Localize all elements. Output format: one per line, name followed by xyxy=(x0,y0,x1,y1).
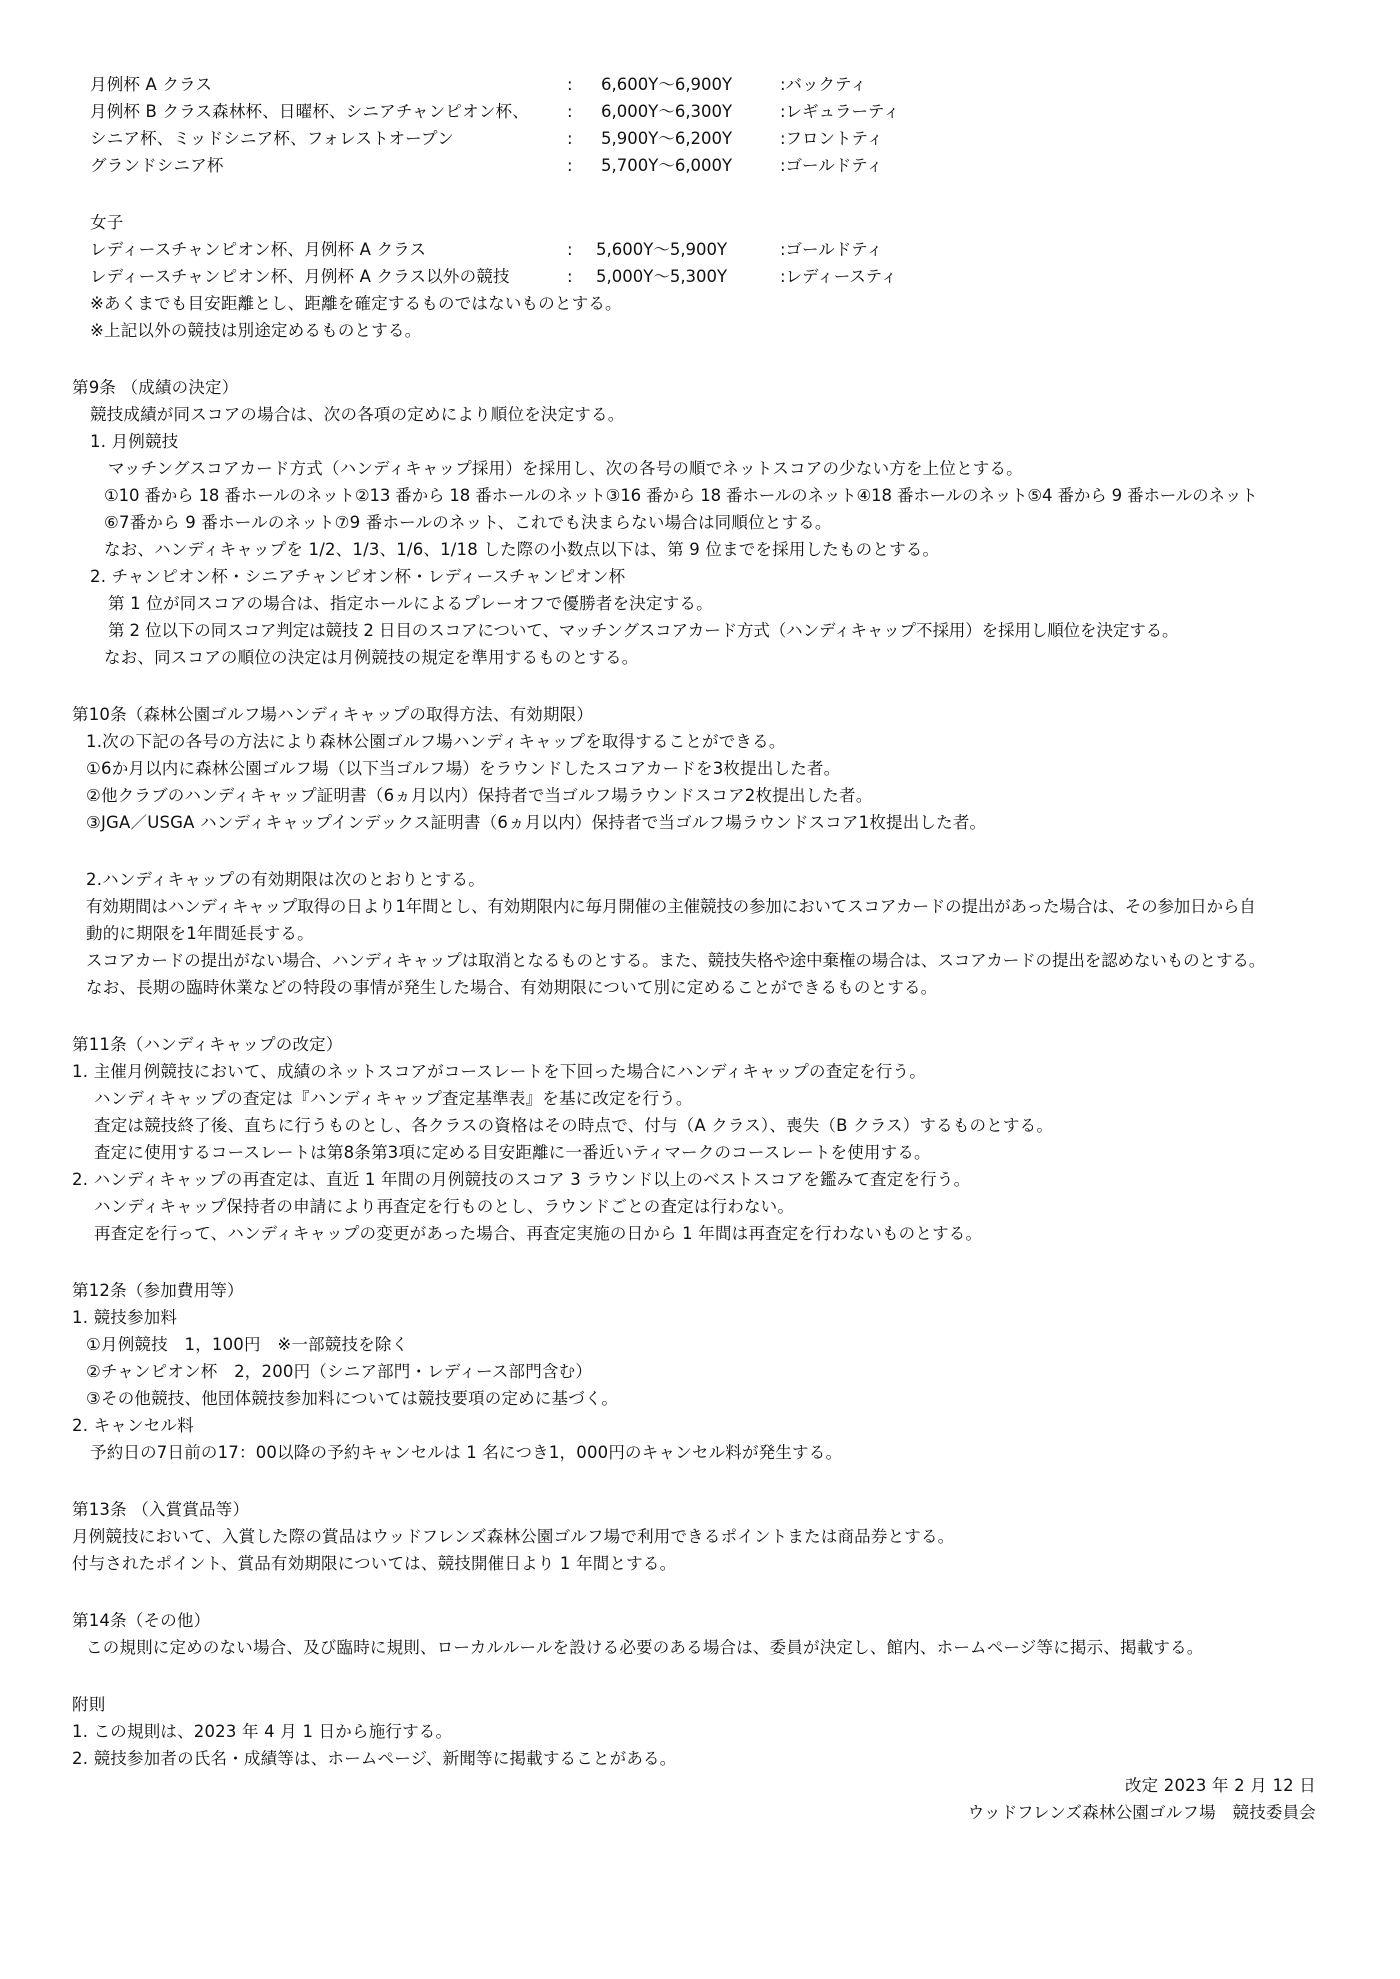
revision-date: 改定 2023 年 2 月 12 日 xyxy=(1124,1776,1316,1795)
tee-row-distance: 5,000Y～5,300Y xyxy=(596,267,728,286)
article-11-line: 1. 主催月例競技において、成績のネットスコアがコースレートを下回った場合にハンディキャップの査定を行う。 xyxy=(72,1062,926,1081)
tee-note: ※上記以外の競技は別途定めるものとする。 xyxy=(90,321,422,340)
article-14-title: 第14条（その他） xyxy=(72,1611,211,1630)
tee-row-tee: :ゴールドティ xyxy=(780,240,883,259)
article-10-line: なお、長期の臨時休業などの特段の事情が発生した場合、有効期限について別に定めることができるものとする。 xyxy=(86,978,938,997)
supplement-line: 1. この規則は、2023 年 4 月 1 日から施行する。 xyxy=(72,1722,453,1741)
article-11-line: 査定に使用するコースレートは第8条第3項に定める目安距離に一番近いティマークのコースレートを使用する。 xyxy=(94,1143,931,1162)
tee-note: ※あくまでも目安距離とし、距離を確定するものではないものとする。 xyxy=(90,294,622,313)
article-9-line: 第 1 位が同スコアの場合は、指定ホールによるプレーオフで優勝者を決定する。 xyxy=(108,594,713,613)
article-12-line: 2. キャンセル料 xyxy=(72,1416,194,1435)
article-10-line: 2.ハンディキャップの有効期限は次のとおりとする。 xyxy=(86,870,485,889)
article-11-line: 2. ハンディキャップの再査定は、直近 1 年間の月例競技のスコア 3 ラウンド以上のベストスコアを鑑みて査定を行う。 xyxy=(72,1170,971,1189)
article-11-title: 第11条（ハンディキャップの改定） xyxy=(72,1035,343,1054)
tee-row-colon: : xyxy=(567,102,573,121)
article-9-line: 1. 月例競技 xyxy=(90,432,179,451)
article-11-line: ハンディキャップ保持者の申請により再査定を行ものとし、ラウンドごとの査定は行わない。 xyxy=(94,1197,795,1216)
tee-row-distance: 5,700Y～6,000Y xyxy=(601,156,733,175)
article-11-line: 査定は競技終了後、直ちに行うものとし、各クラスの資格はその時点で、付与（A クラス）、喪失（B クラス）するものとする。 xyxy=(94,1116,1054,1135)
article-12-line: ①月例競技 1，100円 ※一部競技を除く xyxy=(86,1335,409,1354)
women-heading: 女子 xyxy=(90,213,124,232)
article-10-line: 1.次の下記の各号の方法により森林公園ゴルフ場ハンディキャップを取得することができる。 xyxy=(86,732,786,751)
article-9-title: 第9条 （成績の決定） xyxy=(72,378,239,397)
tee-row-colon: : xyxy=(567,240,573,259)
article-10-line: 有効期間はハンディキャップ取得の日より1年間とし、有効期限内に毎月開催の主催競技の参加においてスコアカードの提出があった場合は、その参加日から自 xyxy=(86,897,1256,916)
tee-row-tee: :レギュラーティ xyxy=(780,102,900,121)
article-9-line: ①10 番から 18 番ホールのネット②13 番から 18 番ホールのネット③16 番から 18 番ホールのネット④18 番ホールのネット⑤4 番から 9 番ホールのネット xyxy=(104,486,1258,505)
article-12-title: 第12条（参加費用等） xyxy=(72,1281,244,1300)
article-10-line: ③JGA／USGA ハンディキャップインデックス証明書（6ヵ月以内）保持者で当ゴルフ場ラウンドスコア1枚提出した者。 xyxy=(86,813,987,832)
supplement-title: 附則 xyxy=(72,1695,106,1714)
article-12-line: 予約日の7日前の17：00以降の予約キャンセルは 1 名につき1，000円のキャンセル料が発生する。 xyxy=(90,1443,843,1462)
article-10-line: ①6か月以内に森林公園ゴルフ場（以下当ゴルフ場）をラウンドしたスコアカードを3枚提出した者。 xyxy=(86,759,841,778)
tee-row-tee: :レディースティ xyxy=(780,267,898,286)
article-13-line: 付与されたポイント、賞品有効期限については、競技開催日より 1 年間とする。 xyxy=(72,1554,677,1573)
tee-row-colon: : xyxy=(567,129,573,148)
tee-row-colon: : xyxy=(567,75,573,94)
tee-row-tee: :バックティ xyxy=(780,75,867,94)
article-10-title: 第10条（森林公園ゴルフ場ハンディキャップの取得方法、有効期限） xyxy=(72,705,594,724)
tee-row-distance: 5,600Y～5,900Y xyxy=(596,240,728,259)
article-10-line: スコアカードの提出がない場合、ハンディキャップは取消となるものとする。また、競技失格や途中棄権の場合は、スコアカードの提出を認めないものとする。 xyxy=(86,951,1266,970)
tee-row-colon: : xyxy=(567,267,573,286)
article-9-line: ⑥7番から 9 番ホールのネット⑦9 番ホールのネット、これでも決まらない場合は同順位とする。 xyxy=(104,513,832,532)
tee-row-distance: 5,900Y～6,200Y xyxy=(601,129,733,148)
tee-row-event: グランドシニア杯 xyxy=(90,156,224,175)
tee-row-tee: :フロントティ xyxy=(780,129,884,148)
tee-row-event: シニア杯、ミッドシニア杯、フォレストオープン xyxy=(90,129,454,148)
article-9-line: 競技成績が同スコアの場合は、次の各項の定めにより順位を決定する。 xyxy=(90,405,625,424)
tee-row-distance: 6,000Y～6,300Y xyxy=(601,102,733,121)
tee-row-distance: 6,600Y～6,900Y xyxy=(601,75,733,94)
article-9-line: 第 2 位以下の同スコア判定は競技 2 日目のスコアについて、マッチングスコアカード方式（ハンディキャップ不採用）を採用し順位を決定する。 xyxy=(108,621,1179,640)
article-12-line: 1. 競技参加料 xyxy=(72,1308,178,1327)
article-9-line: マッチングスコアカード方式（ハンディキャップ採用）を採用し、次の各号の順でネットスコアの少ない方を上位とする。 xyxy=(108,459,1023,478)
supplement-line: 2. 競技参加者の氏名・成績等は、ホームページ、新聞等に掲載することがある。 xyxy=(72,1749,677,1768)
article-12-line: ②チャンピオン杯 2，200円（シニア部門・レディース部門含む） xyxy=(86,1362,593,1381)
article-11-line: ハンディキャップの査定は『ハンディキャップ査定基準表』を基に改定を行う。 xyxy=(94,1089,693,1108)
tee-row-event: 月例杯 A クラス xyxy=(90,75,213,94)
tee-row-colon: : xyxy=(567,156,573,175)
tee-row-event: レディースチャンピオン杯、月例杯 A クラス以外の競技 xyxy=(90,267,510,286)
article-10-line: ②他クラブのハンディキャップ証明書（6ヵ月以内）保持者で当ゴルフ場ラウンドスコア2枚提出した者。 xyxy=(86,786,873,805)
committee-signature: ウッドフレンズ森林公園ゴルフ場 競技委員会 xyxy=(967,1803,1316,1822)
article-13-line: 月例競技において、入賞した際の賞品はウッドフレンズ森林公園ゴルフ場で利用できるポイントまたは商品券とする。 xyxy=(72,1527,955,1546)
tee-row-tee: :ゴールドティ xyxy=(780,156,883,175)
article-9-line: なお、同スコアの順位の決定は月例競技の規定を準用するものとする。 xyxy=(104,648,639,667)
tee-row-event: 月例杯 B クラス森林杯、日曜杯、シニアチャンピオン杯、 xyxy=(90,102,529,121)
article-11-line: 再査定を行って、ハンディキャップの変更があった場合、再査定実施の日から 1 年間は再査定を行わないものとする。 xyxy=(94,1224,983,1243)
article-10-line: 動的に期限を1年間延長する。 xyxy=(86,924,314,943)
article-9-line: なお、ハンディキャップを 1/2、1/3、1/6、1/18 した際の小数点以下は、第 9 位までを採用したものとする。 xyxy=(104,540,940,559)
article-14-line: この規則に定めのない場合、及び臨時に規則、ローカルルールを設ける必要のある場合は、委員が決定し、館内、ホームページ等に掲示、掲載する。 xyxy=(86,1638,1204,1657)
tee-row-event: レディースチャンピオン杯、月例杯 A クラス xyxy=(90,240,427,259)
article-13-title: 第13条 （入賞賞品等） xyxy=(72,1500,250,1519)
article-9-line: 2. チャンピオン杯・シニアチャンピオン杯・レディースチャンピオン杯 xyxy=(90,567,626,586)
article-12-line: ③その他競技、他団体競技参加料については競技要項の定めに基づく。 xyxy=(86,1389,619,1408)
